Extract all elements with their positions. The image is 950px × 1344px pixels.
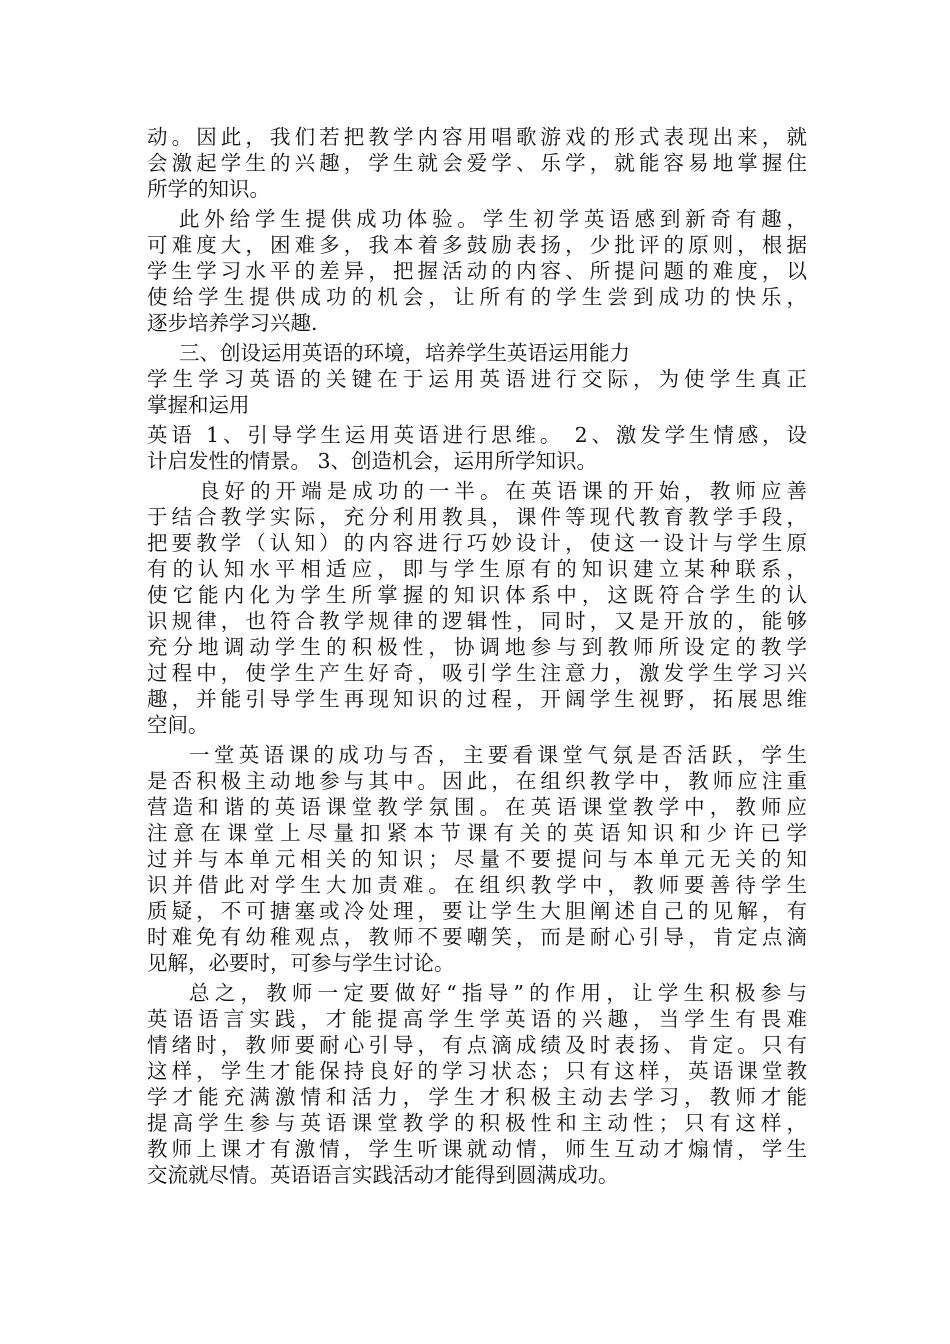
- text-line: 动。因此，我们若把教学内容用唱歌游戏的形式表现出来，就: [147, 125, 807, 149]
- text-line: 是否积极主动地参与其中。因此，在组织教学中，教师应注重: [147, 769, 807, 793]
- text-line: 良好的开端是成功的一半。在英语课的开始，教师应善: [199, 479, 807, 503]
- text-line: 充分地调动学生的积极性，协调地参与到教师所设定的教学: [147, 635, 807, 659]
- text-line: 英语语言实践，才能提高学生学英语的兴趣，当学生有畏难: [147, 1007, 807, 1031]
- text-line: 注意在课堂上尽量扣紧本节课有关的英语知识和少许已学: [147, 821, 807, 845]
- text-line: 掌握和运用: [147, 393, 250, 417]
- text-line: 营造和谐的英语课堂教学氛围。在英语课堂教学中，教师应: [147, 795, 807, 819]
- text-line: 学才能充满激情和活力，学生才积极主动去学习，教师才能: [147, 1085, 807, 1109]
- text-line: 识规律，也符合教学规律的逻辑性，同时，又是开放的，能够: [147, 609, 807, 633]
- section-heading: 三、创设运用英语的环境，培养学生英语运用能力: [179, 341, 630, 365]
- text-line: 过程中，使学生产生好奇，吸引学生注意力，激发学生学习兴: [147, 661, 807, 685]
- text-line: 交流就尽情。英语语言实践活动才能得到圆满成功。: [147, 1163, 619, 1187]
- text-line: 有的认知水平相适应，即与学生原有的知识建立某种联系，: [147, 557, 807, 581]
- text-line: 把要教学（认知）的内容进行巧妙设计，使这一设计与学生原: [147, 531, 807, 555]
- text-line: 一堂英语课的成功与否，主要看课堂气氛是否活跃，学生: [189, 743, 807, 767]
- text-line: 质疑，不可搪塞或冷处理，要让学生大胆阐述自己的见解，有: [147, 899, 807, 923]
- text-line: 趣，并能引导学生再现知识的过程，开阔学生视野，拓展思维: [147, 687, 807, 711]
- text-line: 学生学习英语的关键在于运用英语进行交际，为使学生真正: [147, 367, 807, 391]
- text-line: 可难度大，困难多，我本着多鼓励表扬，少批评的原则，根据: [147, 233, 807, 257]
- text-line: 提高学生参与英语课堂教学的积极性和主动性；只有这样，: [147, 1111, 807, 1135]
- text-line: 空间。: [147, 713, 209, 737]
- text-line: 逐步培养学习兴趣.: [147, 311, 318, 335]
- text-line: 会激起学生的兴趣，学生就会爱学、乐学，就能容易地掌握住: [147, 151, 807, 175]
- text-line: 使它能内化为学生所掌握的知识体系中，这既符合学生的认: [147, 583, 807, 607]
- text-line: 英语 1、引导学生运用英语进行思维。 2、激发学生情感，设: [147, 423, 807, 447]
- text-line: 情绪时，教师要耐心引导，有点滴成绩及时表扬、肯定。只有: [147, 1033, 807, 1057]
- text-line: 教师上课才有激情，学生听课就动情，师生互动才煽情，学生: [147, 1137, 807, 1161]
- text-line: 总之，教师一定要做好“指导”的作用，让学生积极参与: [189, 981, 807, 1005]
- text-line: 时难免有幼稚观点，教师不要嘲笑，而是耐心引导，肯定点滴: [147, 925, 807, 949]
- text-line: 计启发性的情景。 3、创造机会，运用所学知识。: [147, 449, 598, 473]
- text-line: 此外给学生提供成功体验。学生初学英语感到新奇有趣，: [179, 207, 807, 231]
- text-line: 于结合教学实际，充分利用教具，课件等现代教育教学手段，: [147, 505, 807, 529]
- text-line: 这样，学生才能保持良好的学习状态；只有这样，英语课堂教: [147, 1059, 807, 1083]
- document-body: [147, 124, 807, 1188]
- text-line: 学生学习水平的差异，把握活动的内容、所提问题的难度，以: [147, 259, 807, 283]
- text-line: 过并与本单元相关的知识；尽量不要提问与本单元无关的知: [147, 847, 807, 871]
- text-line: 使给学生提供成功的机会，让所有的学生尝到成功的快乐，: [147, 285, 807, 309]
- text-line: 见解，必要时，可参与学生讨论。: [147, 951, 455, 975]
- text-line: 所学的知识。: [147, 177, 270, 201]
- text-line: 识并借此对学生大加责难。在组织教学中，教师要善待学生: [147, 873, 807, 897]
